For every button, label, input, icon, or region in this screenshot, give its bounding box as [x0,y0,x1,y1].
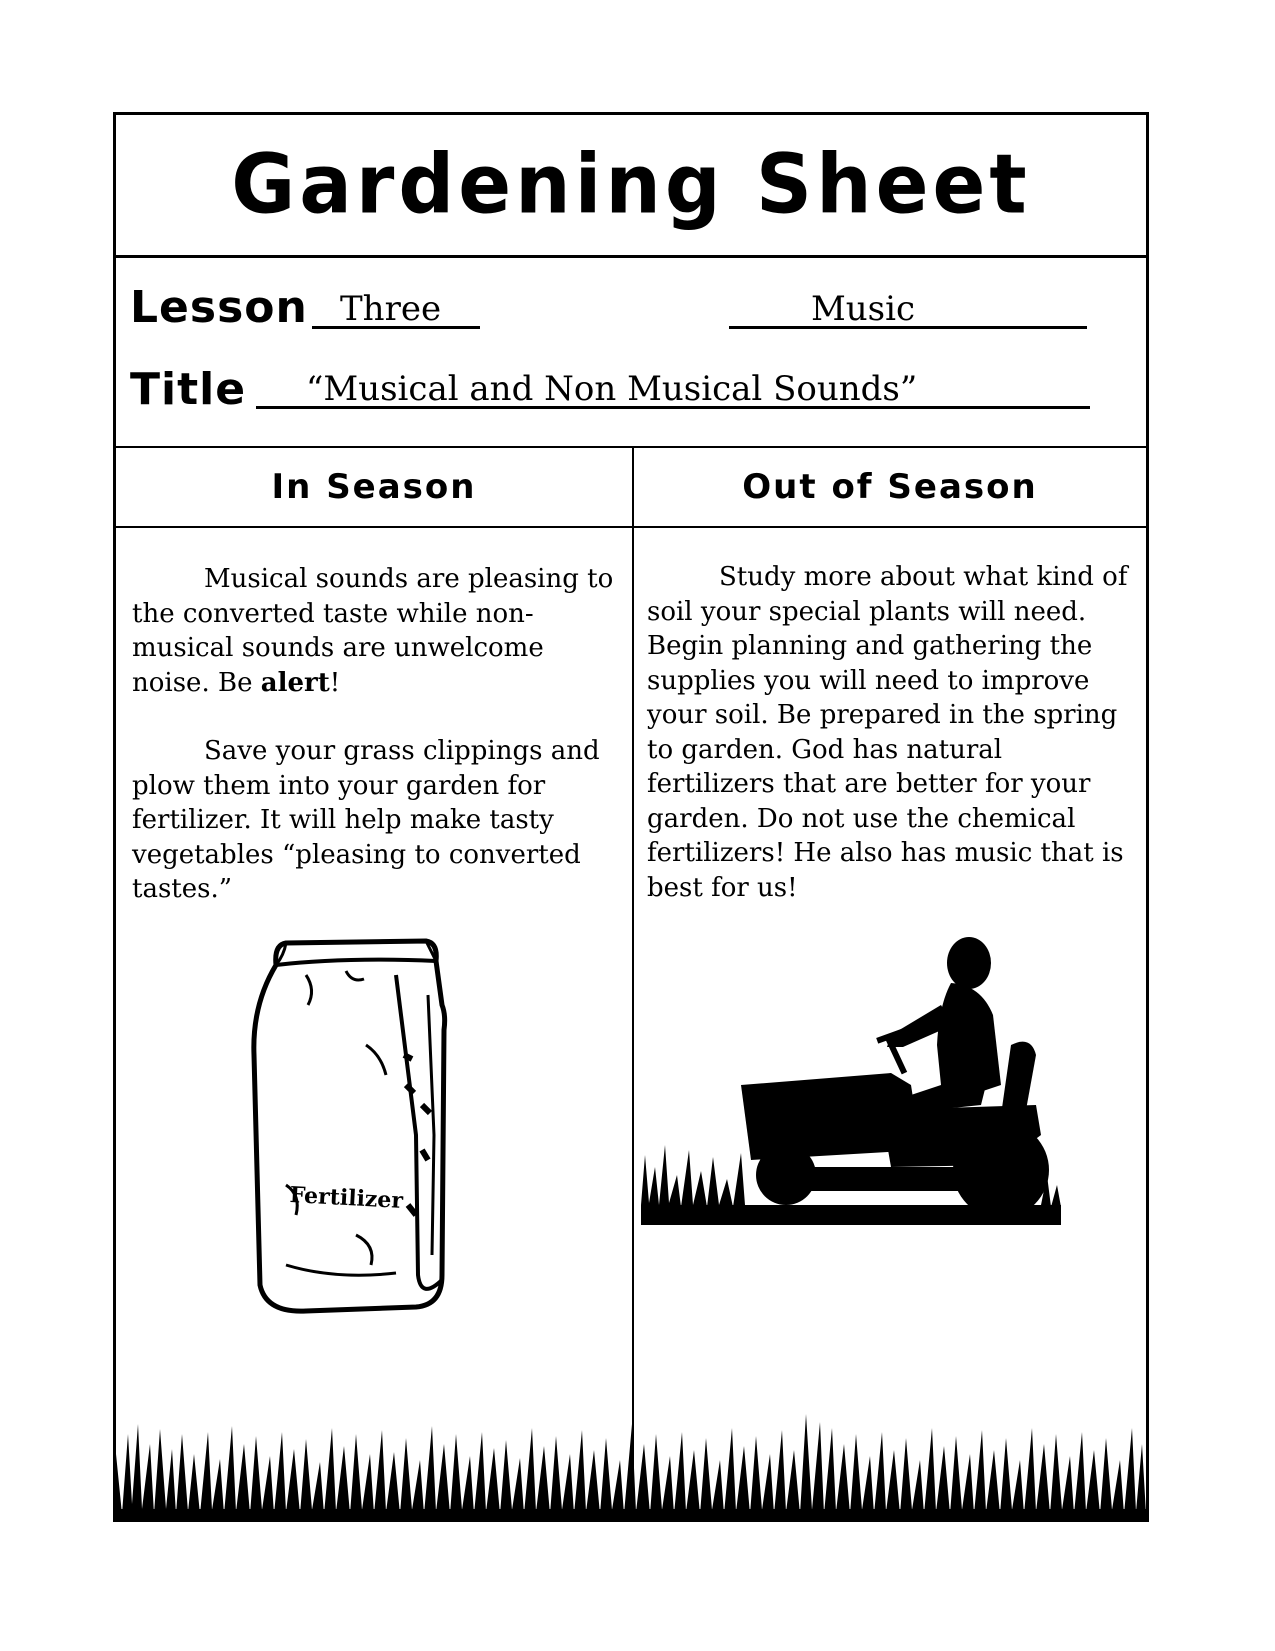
lesson-title-field: “Musical and Non Musical Sounds” [256,369,1090,409]
in-season-heading: In Season [116,448,632,528]
title-box [116,115,1146,258]
lesson-number-field: Three [312,289,480,329]
column-divider [632,448,634,1520]
lesson-label: Lesson [130,282,308,333]
riding-mower-illustration [641,935,1061,1225]
in-season-paragraph-1: Musical sounds are pleasing to the converted taste while non-musical sounds are unwelcome noise. Be alert! [132,564,614,698]
page-title: Gardening Sheet [231,137,1031,233]
grass-footer-illustration [116,1414,1146,1519]
fertilizer-bag-illustration [246,935,466,1325]
in-season-paragraph-2: Save your grass clippings and plow them into your garden for fertilizer. It will help make tasty vegetables “pleasing to converted tastes.” [132,736,600,904]
alert-emphasis: alert [260,667,330,698]
in-season-text [132,562,620,941]
gardening-sheet [113,112,1149,1522]
title-label: Title [130,364,247,415]
out-of-season-heading: Out of Season [634,448,1146,528]
lesson-info-box [116,258,1146,448]
lesson-subject-field: Music [729,289,1087,329]
out-of-season-text [647,560,1133,939]
bag-label: Fertilizer [289,1182,404,1214]
out-of-season-paragraph-1: Study more about what kind of soil your special plants will need. Begin planning and gathering the supplies you will need to improve your soil. Be prepared in the spring to garden. God has natural fertilizers that are better for your garden. Do not use the chemical fertilizers! He also has music that is best for us! [647,562,1128,903]
